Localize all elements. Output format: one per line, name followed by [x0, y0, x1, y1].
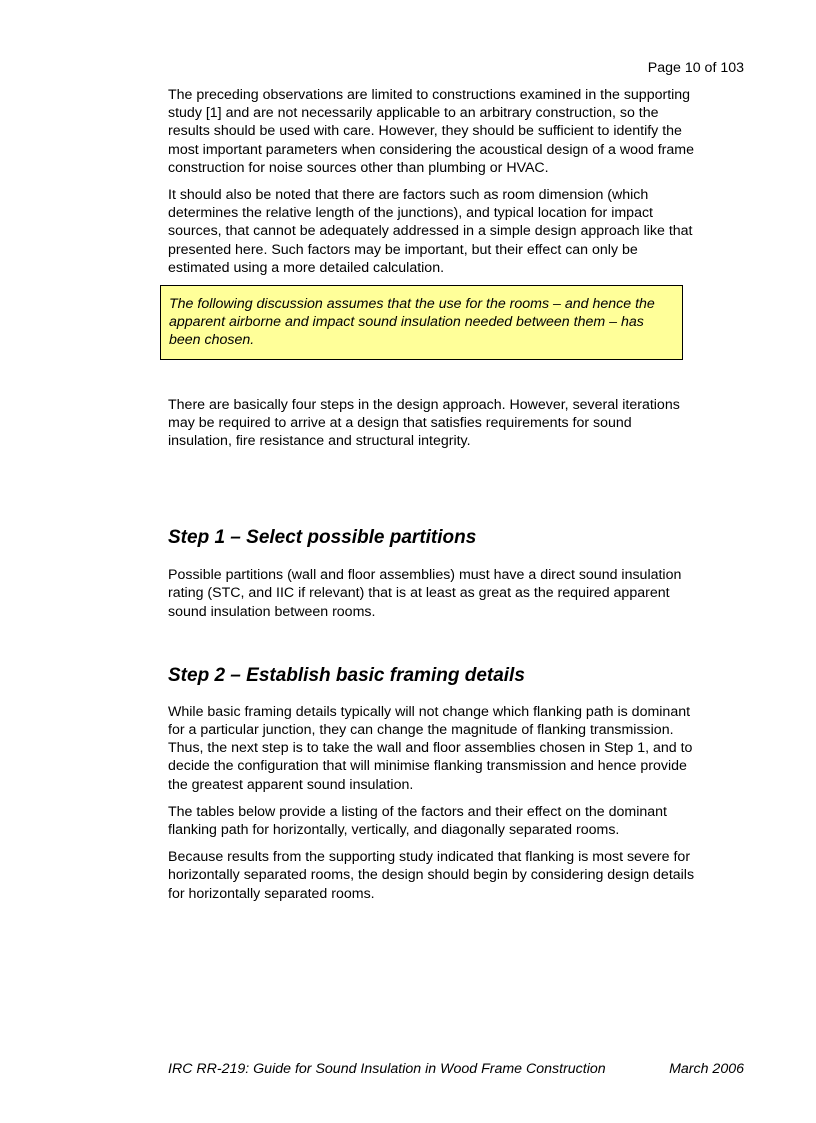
footer-title: IRC RR-219: Guide for Sound Insulation in Wood Frame Construction	[168, 1061, 606, 1077]
paragraph-four-steps: There are basically four steps in the design approach. However, several iterations may be required to arrive at a design that satisfies requirements for sound insulation, fire resistance and structural integrity.	[168, 396, 680, 450]
step2-heading: Step 2 – Establish basic framing details	[168, 664, 525, 686]
paragraph-observations: The preceding observations are limited to constructions examined in the supporting study [1] and are not necessarily applicable to an arbitrary construction, so the results should be used with care. However, they should be sufficient to identify the most important parameters when considering the acoustical design of a wood frame construction for noise sources other than plumbing or HVAC.	[168, 87, 694, 176]
footer-date: March 2006	[669, 1061, 744, 1077]
paragraph-possible-partitions: Possible partitions (wall and floor assemblies) must have a direct sound insulation rating (STC, and IIC if relevant) that is at least as great as the required apparent sound insulation between rooms.	[168, 567, 682, 620]
paragraph-factors: It should also be noted that there are factors such as room dimension (which determines the relative length of the junctions), and typical location for impact sources, that cannot be adequately addressed in a simple design approach like that presented here. Such factors may be important, but their effect can only be estimated using a more detailed calculation.	[168, 187, 693, 276]
step1-heading: Step 1 – Select possible partitions	[168, 527, 477, 549]
callout-box	[160, 285, 683, 360]
paragraph-horizontal-rooms: Because results from the supporting study indicated that flanking is most severe for horizontally separated rooms, the design should begin by considering design details for horizontally separated rooms.	[168, 849, 695, 902]
page-footer	[168, 1061, 744, 1077]
callout-text: The following discussion assumes that the use for the rooms – and hence the apparent airborne and impact sound insulation needed between them – has been chosen.	[169, 296, 655, 349]
paragraph-framing-details: While basic framing details typically will not change which flanking path is dominant for a particular junction, they can change the magnitude of flanking transmission. Thus, the next step is to take the wall and floor assemblies chosen in Step 1, and to decide the configuration that will minimise flanking transmission and hence provide the greatest apparent sound insulation.	[168, 703, 693, 793]
page-number: Page 10 of 103	[647, 60, 744, 76]
page-content	[168, 86, 698, 903]
paragraph-tables: The tables below provide a listing of the factors and their effect on the dominant flanking path for horizontally, vertically, and diagonally separated rooms.	[168, 803, 667, 839]
